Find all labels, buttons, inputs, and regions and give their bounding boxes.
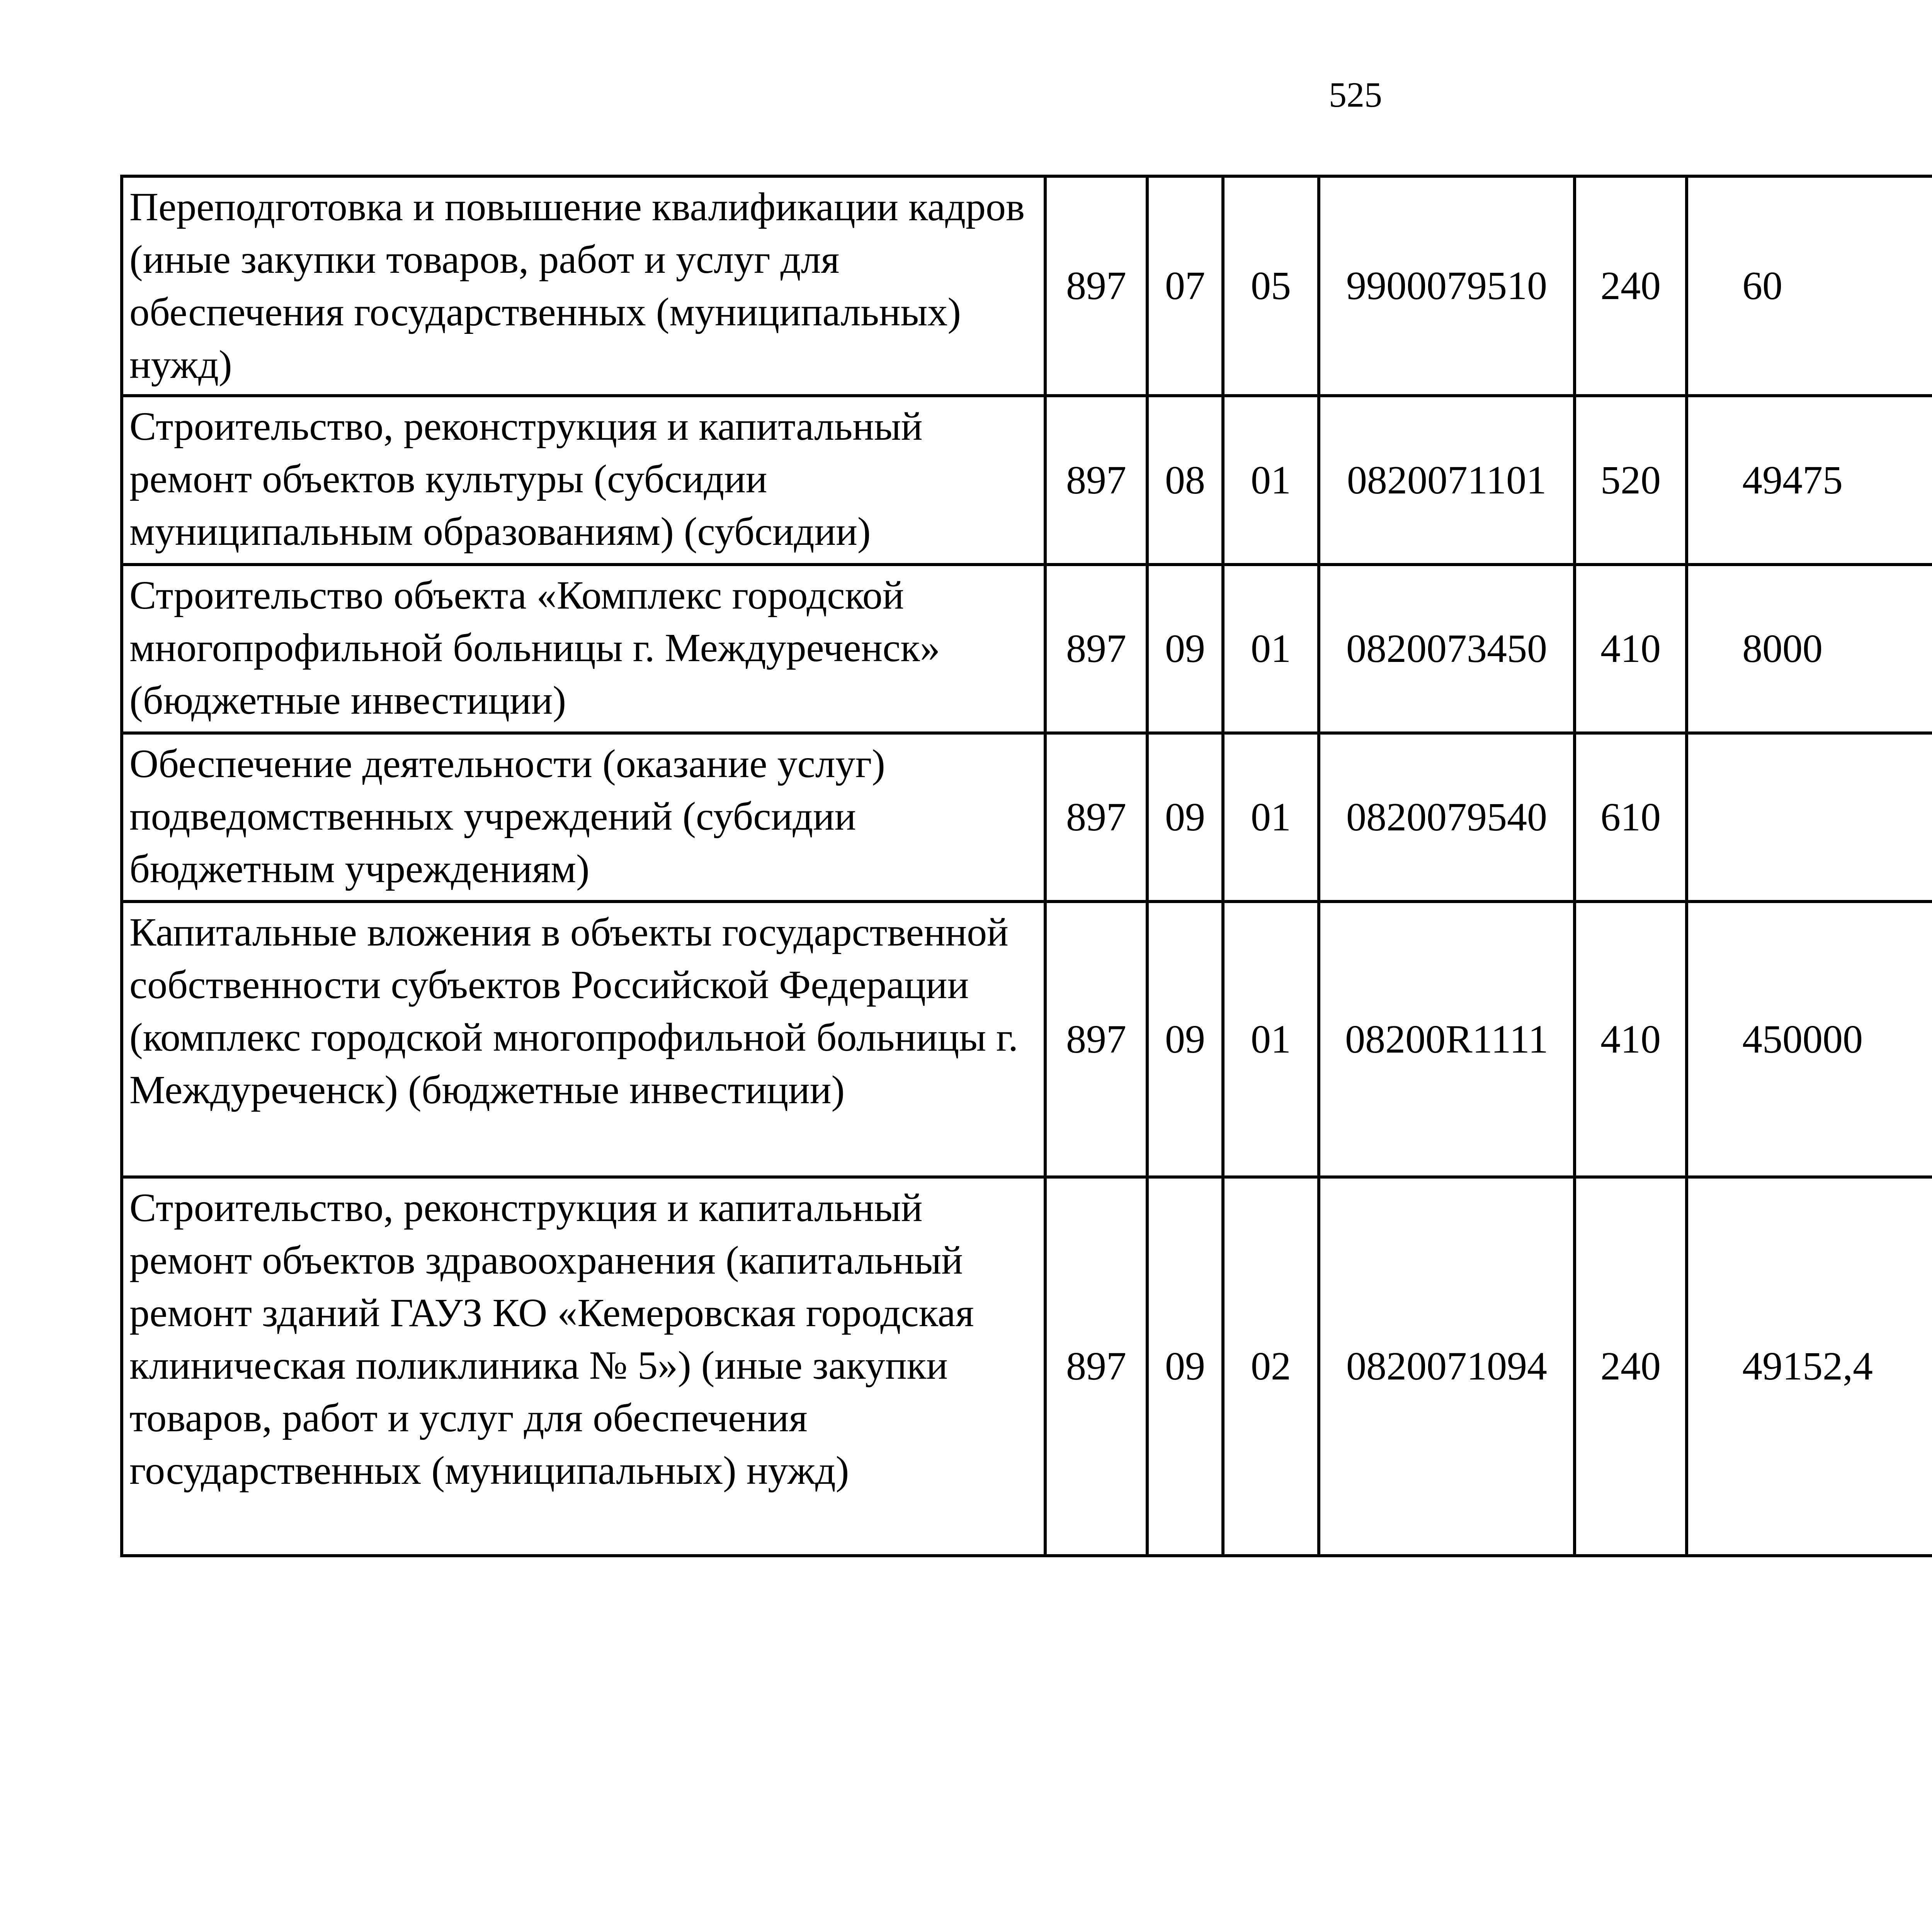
cell-subsection: 02 bbox=[1223, 1177, 1319, 1556]
cell-subsection: 01 bbox=[1223, 733, 1319, 902]
cell-target-article: 0820079540 bbox=[1319, 733, 1575, 902]
cell-ministry: 897 bbox=[1045, 176, 1147, 396]
cell-expense-type: 520 bbox=[1575, 396, 1687, 565]
cell-amount-1: 60 bbox=[1687, 176, 1932, 396]
cell-target-article: 9900079510 bbox=[1319, 176, 1575, 396]
table-row bbox=[122, 176, 1932, 396]
cell-expense-type: 610 bbox=[1575, 733, 1687, 902]
cell-target-article: 0820073450 bbox=[1319, 565, 1575, 733]
cell-expense-type: 240 bbox=[1575, 1177, 1687, 1556]
cell-amount-1: 8000 bbox=[1687, 565, 1932, 733]
cell-description: Строительство, реконструкция и капитальный ремонт объектов здравоохранения (капитальный ремонт зданий ГАУЗ КО «Кемеровская городская клиническая поликлиника № 5») (иные закупки товаров, работ и услуг для обеспечения государственных (муниципальных) нужд) bbox=[122, 1177, 1045, 1556]
cell-target-article: 0820071094 bbox=[1319, 1177, 1575, 1556]
cell-amount-1: 49152,4 bbox=[1687, 1177, 1932, 1556]
cell-target-article: 0820071101 bbox=[1319, 396, 1575, 565]
cell-ministry: 897 bbox=[1045, 565, 1147, 733]
cell-target-article: 08200R1111 bbox=[1319, 902, 1575, 1177]
cell-amount-1: 450000 bbox=[1687, 902, 1932, 1177]
cell-description: Переподготовка и повышение квалификации кадров (иные закупки товаров, работ и услуг для обеспечения государственных (муниципальных) нужд) bbox=[122, 176, 1045, 396]
cell-ministry: 897 bbox=[1045, 396, 1147, 565]
cell-subsection: 05 bbox=[1223, 176, 1319, 396]
budget-table bbox=[120, 175, 1932, 1557]
cell-ministry: 897 bbox=[1045, 1177, 1147, 1556]
cell-description: Капитальные вложения в объекты государственной собственности субъектов Российской Федерации (комплекс городской многопрофильной больницы г. Междуреченск) (бюджетные инвестиции) bbox=[122, 902, 1045, 1177]
page-number: 525 bbox=[1329, 75, 1382, 114]
cell-section: 09 bbox=[1147, 565, 1223, 733]
cell-description: Обеспечение деятельности (оказание услуг) подведомственных учреждений (субсидии бюджетным учреждениям) bbox=[122, 733, 1045, 902]
cell-subsection: 01 bbox=[1223, 565, 1319, 733]
table-row bbox=[122, 902, 1932, 1177]
table-row bbox=[122, 396, 1932, 565]
cell-description: Строительство, реконструкция и капитальный ремонт объектов культуры (субсидии муниципальным образованиям) (субсидии) bbox=[122, 396, 1045, 565]
cell-ministry: 897 bbox=[1045, 733, 1147, 902]
cell-expense-type: 410 bbox=[1575, 565, 1687, 733]
table-row bbox=[122, 1177, 1932, 1556]
table-row bbox=[122, 565, 1932, 733]
cell-amount-1: 49475 bbox=[1687, 396, 1932, 565]
cell-expense-type: 240 bbox=[1575, 176, 1687, 396]
cell-expense-type: 410 bbox=[1575, 902, 1687, 1177]
table-row bbox=[122, 733, 1932, 902]
cell-section: 09 bbox=[1147, 902, 1223, 1177]
cell-subsection: 01 bbox=[1223, 396, 1319, 565]
cell-section: 08 bbox=[1147, 396, 1223, 565]
cell-description: Строительство объекта «Комплекс городской многопрофильной больницы г. Междуреченск» (бюджетные инвестиции) bbox=[122, 565, 1045, 733]
cell-section: 09 bbox=[1147, 733, 1223, 902]
cell-ministry: 897 bbox=[1045, 902, 1147, 1177]
cell-section: 09 bbox=[1147, 1177, 1223, 1556]
cell-amount-1 bbox=[1687, 733, 1932, 902]
cell-subsection: 01 bbox=[1223, 902, 1319, 1177]
cell-section: 07 bbox=[1147, 176, 1223, 396]
